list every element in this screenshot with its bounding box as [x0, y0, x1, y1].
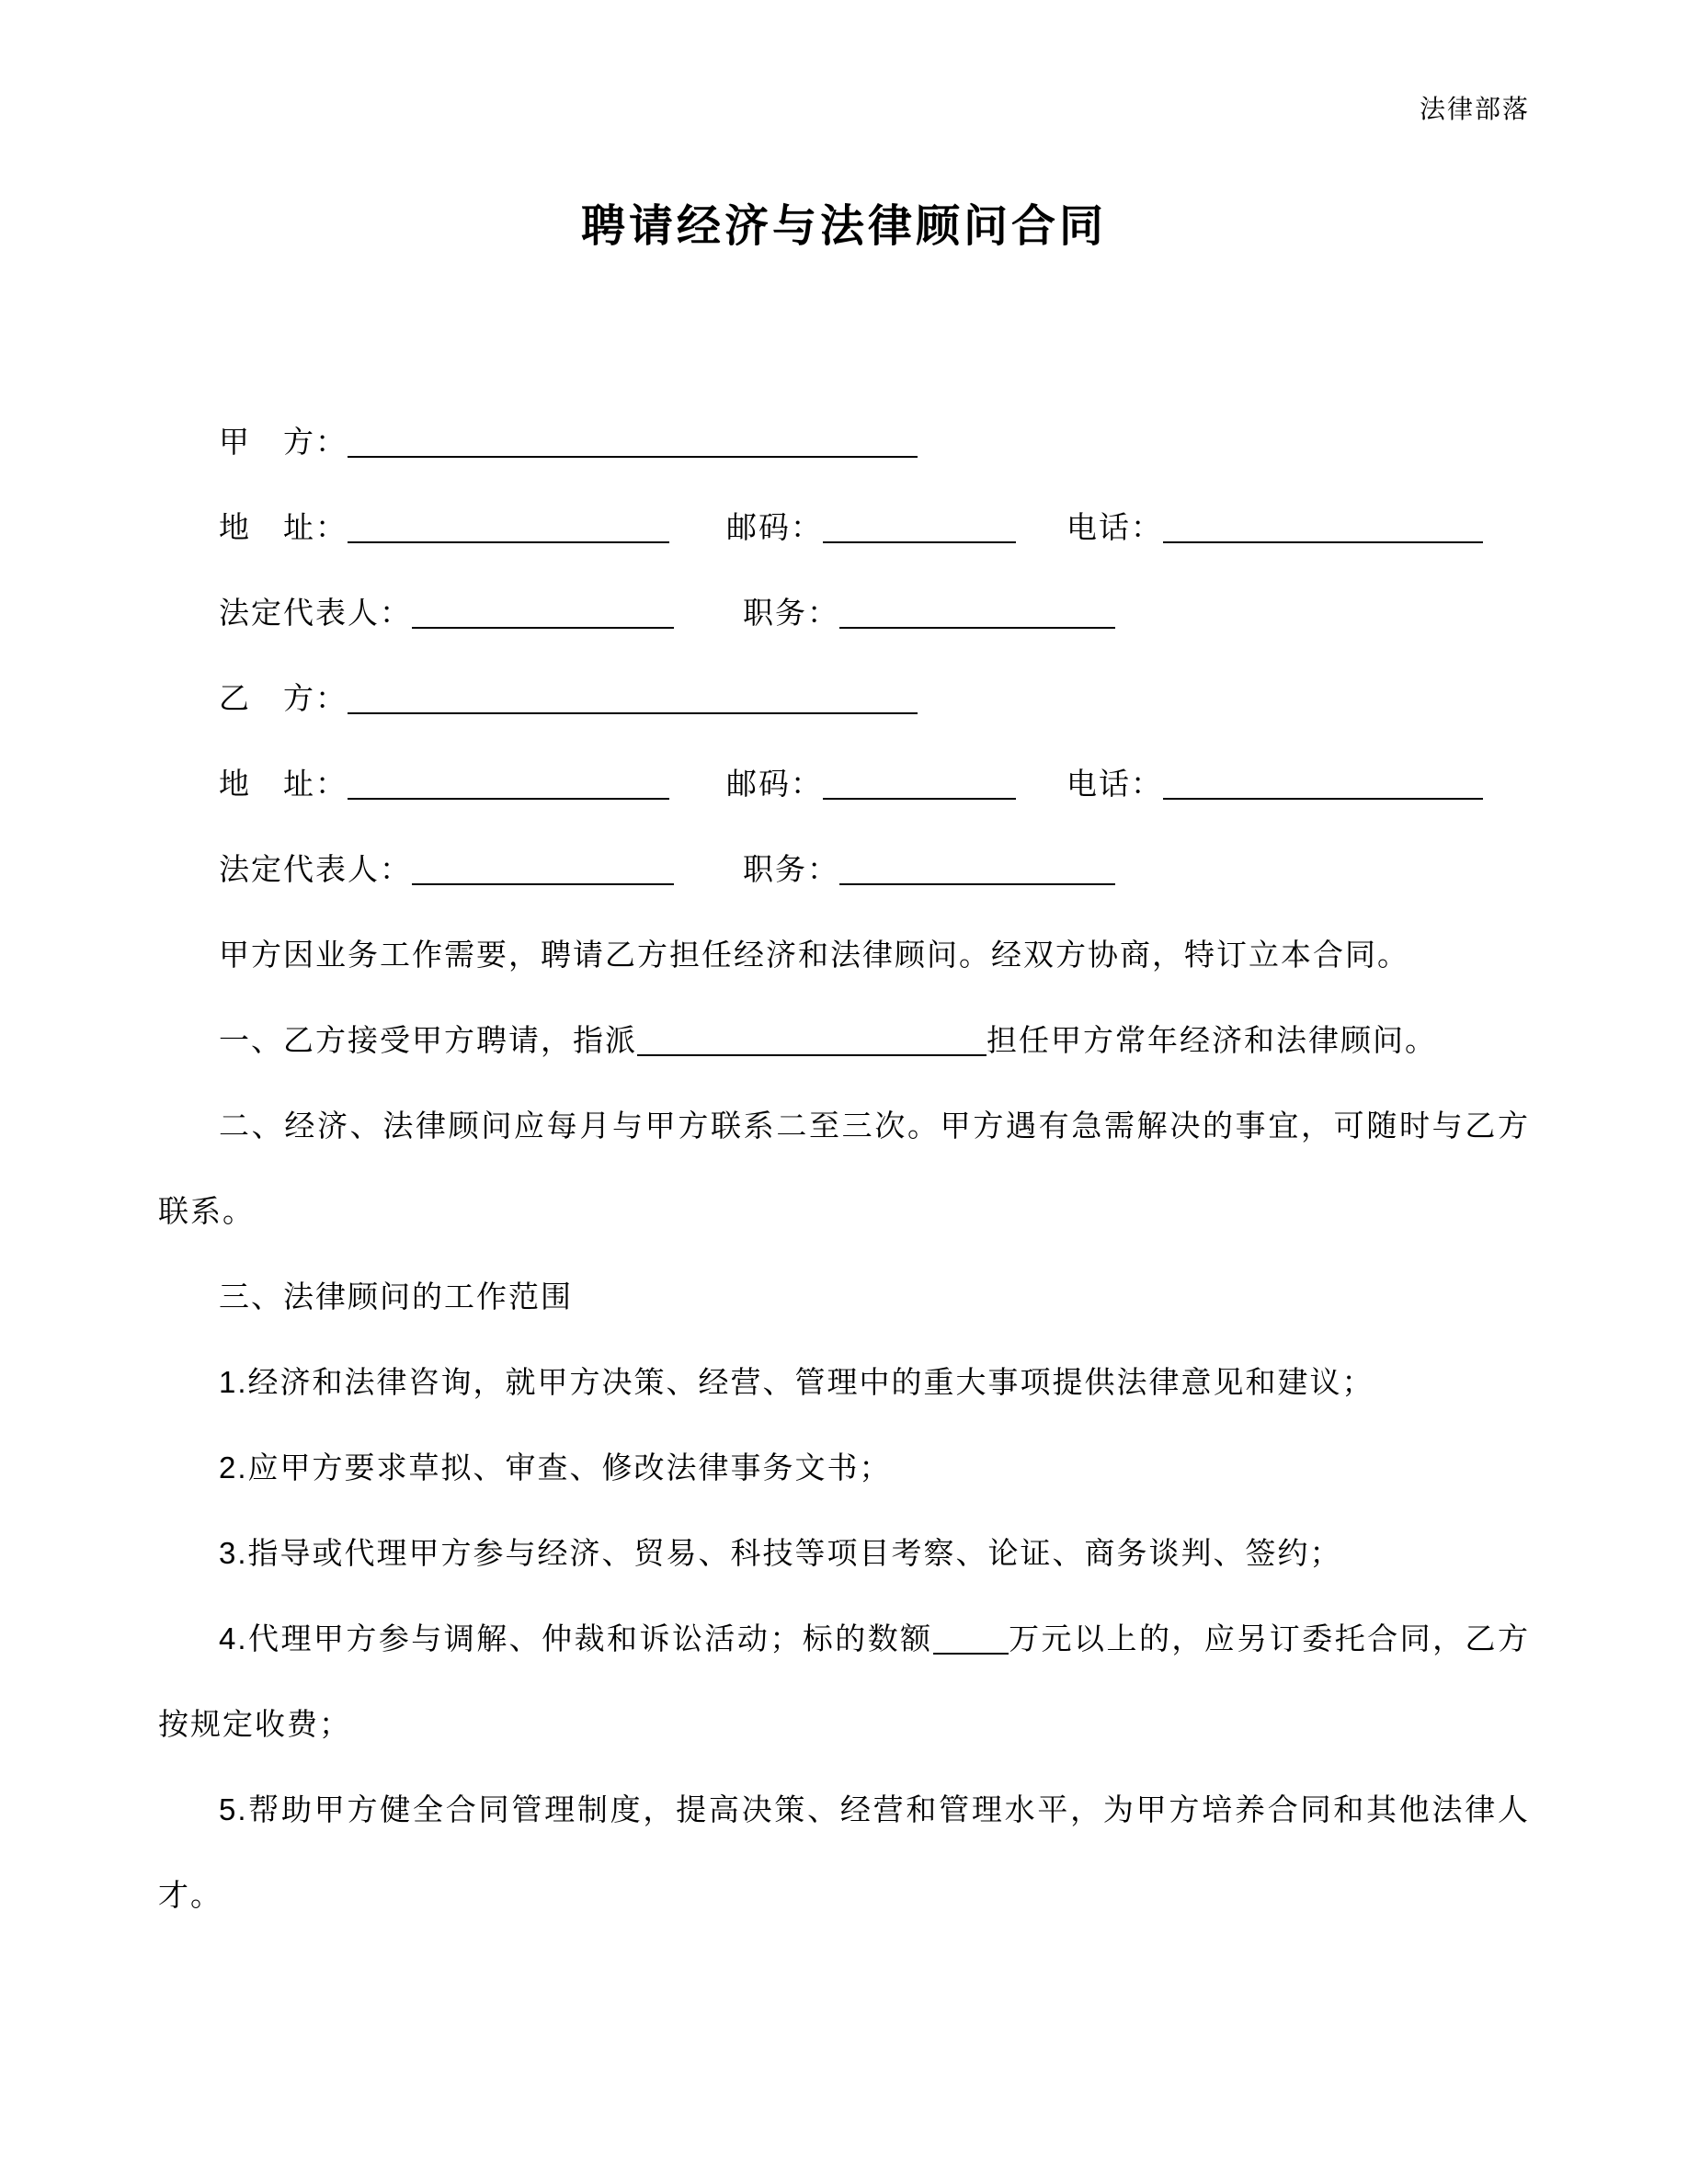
form-row-address-b	[158, 741, 1530, 826]
phone-a-blank-field	[1163, 514, 1483, 543]
document-title: 聘请经济与法律顾问合同	[580, 202, 1107, 251]
position-a-blank-field	[839, 599, 1115, 629]
phone-b-blank-field	[1163, 770, 1483, 800]
scope-item-4-paragraph	[158, 1596, 1530, 1767]
form-row-party-b	[158, 655, 1530, 741]
phone-b-label: 电话：	[1066, 767, 1163, 801]
phone-a-label: 电话：	[1066, 510, 1163, 544]
legal-rep-b-blank-field	[412, 856, 674, 885]
clause-1-paragraph	[158, 997, 1530, 1083]
scope-item-1-text: 1.经济和法律咨询，就甲方决策、经营、管理中的重大事项提供法律意见和建议；	[219, 1365, 1374, 1399]
party-a-blank-field	[348, 428, 918, 458]
legal-rep-a-label: 法定代表人：	[219, 596, 412, 630]
address-b-blank-field	[348, 770, 669, 800]
legal-rep-b-label: 法定代表人：	[219, 852, 412, 886]
clause-2-text: 二、经济、法律顾问应每月与甲方联系二至三次。甲方遇有急需解决的事宜，可随时与乙方联系。	[158, 1109, 1530, 1228]
party-a-label: 甲 方：	[219, 425, 348, 459]
position-b-blank-field	[839, 856, 1115, 885]
clause-1-post-text: 担任甲方常年经济和法律顾问。	[987, 1023, 1437, 1057]
scope-item-3-text: 3.指导或代理甲方参与经济、贸易、科技等项目考察、论证、商务谈判、签约；	[219, 1536, 1342, 1570]
appointee-blank-field	[637, 1027, 987, 1056]
scope-item-2-paragraph	[158, 1425, 1530, 1510]
scope-item-4-pre-text: 4.代理甲方参与调解、仲裁和诉讼活动；标的数额	[219, 1621, 933, 1655]
party-b-label: 乙 方：	[219, 681, 348, 715]
address-a-blank-field	[348, 514, 669, 543]
position-b-label: 职务：	[743, 852, 839, 886]
legal-rep-a-blank-field	[412, 599, 674, 629]
scope-item-2-text: 2.应甲方要求草拟、审查、修改法律事务文书；	[219, 1450, 892, 1484]
clause-3-text: 三、法律顾问的工作范围	[219, 1280, 573, 1314]
intro-paragraph	[158, 912, 1530, 997]
intro-text: 甲方因业务工作需要，聘请乙方担任经济和法律顾问。经双方协商，特订立本合同。	[219, 938, 1409, 972]
address-a-label: 地 址：	[219, 510, 348, 544]
form-row-address-a	[158, 484, 1530, 570]
brand-watermark: 法律部落	[1419, 96, 1530, 124]
address-b-label: 地 址：	[219, 767, 348, 801]
postcode-a-blank-field	[823, 514, 1016, 543]
clause-1-pre-text: 一、乙方接受甲方聘请，指派	[219, 1023, 637, 1057]
scope-item-3-paragraph	[158, 1510, 1530, 1596]
clause-3-paragraph	[158, 1254, 1530, 1339]
form-row-party-a	[158, 399, 1530, 484]
scope-item-5-paragraph	[158, 1767, 1530, 1938]
scope-item-1-paragraph	[158, 1339, 1530, 1425]
postcode-a-label: 邮码：	[726, 510, 823, 544]
postcode-b-blank-field	[823, 770, 1016, 800]
position-a-label: 职务：	[743, 596, 839, 630]
form-row-legal-rep-b	[158, 826, 1530, 912]
party-b-blank-field	[348, 685, 918, 714]
clause-2-paragraph	[158, 1083, 1530, 1254]
postcode-b-label: 邮码：	[726, 767, 823, 801]
scope-item-4-post-text: 万元以上的，应另订委托合同，乙方按规定收费；	[158, 1621, 1530, 1741]
form-row-legal-rep-a	[158, 570, 1530, 655]
document-body	[158, 399, 1530, 1938]
scope-item-5-text: 5.帮助甲方健全合同管理制度，提高决策、经营和管理水平，为甲方培养合同和其他法律人才。	[158, 1792, 1530, 1912]
amount-blank-field	[933, 1625, 1009, 1655]
